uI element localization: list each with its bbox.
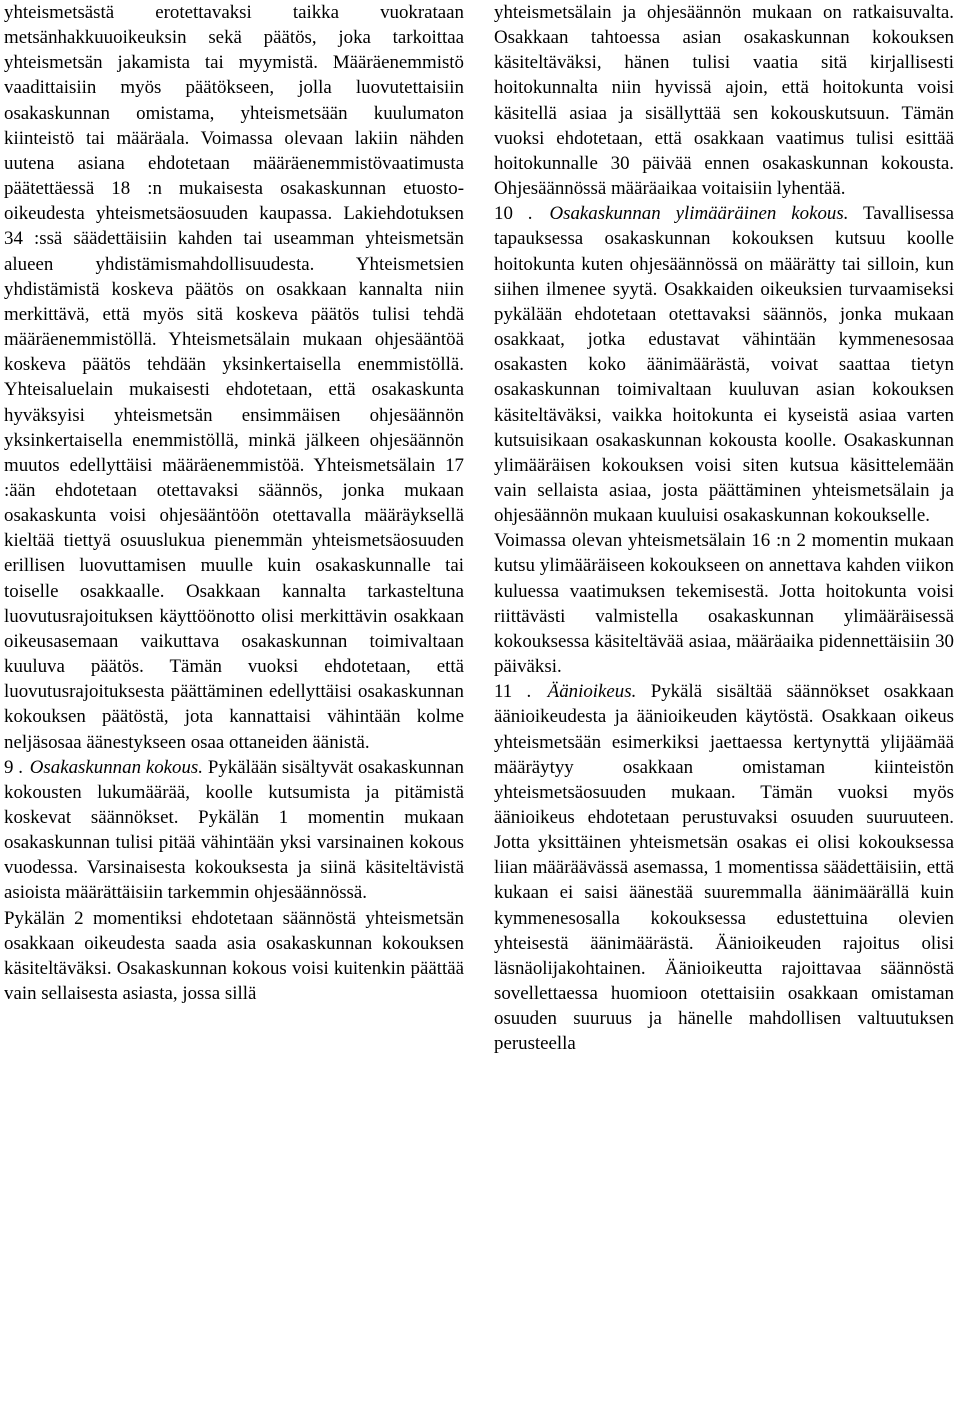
section-10-paragraph <box>494 201 954 528</box>
section-10-text: Tavallisessa tapauksessa osakaskunnan kokouksen kutsuu koolle hoitokunta kuten ohjesäännössä on määrätty tai silloin, kun siihen ilmenee syytä. Osakkaiden oikeuksien turvaamiseksi pykälään ehdotetaan otettavaksi säännös, jonka mukaan osakkaat, jotka edustavat vähintään kymmenesosaa osakasten koko äänimäärästä, voivat saattaa tietyn osakaskunnan toimivaltaan kuuluvan asian kokouksen käsiteltäväksi, vaikka hoitokunta ei kyseistä asiaa varten kutsuisikaan osakaskunnan kokousta koolle. Osakaskunnan ylimääräisen kokouksen voisi siten kutsua käsittelemään vain sellaista asiaa, josta päättäminen yhteismetsälain ja ohjesäännön mukaan kuuluisi osakaskunnan kokoukselle. <box>494 203 954 527</box>
section-11-paragraph <box>494 679 954 1056</box>
section-9-paragraph <box>4 755 464 906</box>
section-9-title: Osakaskunnan kokous. <box>29 756 203 778</box>
left-paragraph-3: Pykälän 2 momentiksi ehdotetaan säännöstä yhteismetsän osakkaan oikeudesta saada asia osakaskunnan kokouksen käsiteltäväksi. Osakaskunnan kokous voisi kuitenkin päättää vain sellaisesta asiasta, jossa sillä <box>4 907 464 1005</box>
right-paragraph-3: Voimassa olevan yhteismetsälain 16 :n 2 momentin mukaan kutsu ylimääräiseen kokoukseen on annettava kahden viikon kuluessa vaatimuksen tekemisestä. Jotta hoitokunta voisi riittävästi valmistella osakaskunnan ylimääräisessä kokouksessa käsiteltävää asiaa, määräaika pidennettäisiin 30 päiväksi. <box>494 530 954 678</box>
section-11-text: Pykälä sisältää säännökset osakkaan äänioikeudesta ja äänioikeuden käytöstä. Osakkaan oikeus yhteismetsään esimerkiksi jaettaessa kertynyttä ylijäämää määräytyy osakkaan omistaman kiinteistön yhteismetsäosuuden mukaan. Tämän vuoksi myös äänioikeus ehdotetaan perustuvaksi osuuden suuruuteen. Jotta yksittäinen yhteismetsän osakas ei olisi kokouksessa liian määräävässä asemassa, 1 momentissa säädettäisiin, että kukaan ei saisi äänestää suuremmalla äänimäärällä kuin kymmenesosalla kokouksessa edustettuina olevien yhteisestä äänimäärästä. Äänioikeuden rajoitus olisi läsnäolijakohtainen. Äänioikeutta rajoittavaa säännöstä sovellettaessa huomioon otettaisiin osakkaan omistaman osuuden suuruus ja hänelle mahdollisen valtuutuksen perusteella <box>494 681 954 1055</box>
right-paragraph-1: yhteismetsälain ja ohjesäännön mukaan on ratkaisuvalta. Osakkaan tahtoessa asian osakaskunnan kokouksen käsiteltäväksi, hänen tulisi vaatia sitä kirjallisesti hoitokunnalta niin hyvissä ajoin, että hoitokunta voisi käsitellä asiaa ja sisällyttää sen kokouskutsuun. Tämän vuoksi ehdotetaan, että osakkaan vaatimus tulisi esittää hoitokunnalle 30 päivää ennen osakaskunnan kokousta. Ohjesäännössä määräaikaa voitaisiin lyhentää. <box>494 2 954 200</box>
section-10-number: 10 . <box>494 203 533 225</box>
section-11-title: Äänioikeus. <box>547 681 637 703</box>
left-column <box>4 0 464 1418</box>
left-paragraph-1: yhteismetsästä erotettavaksi taikka vuokrataan metsänhakkuuoikeuksin sekä päätös, joka tarkoittaa yhteismetsän jakamista tai myymistä. Määräenemmistö vaadittaisiin myös päätökseen, jolla luovutettaisiin osakaskunnan omistama, yhteismetsään kuulumaton kiinteistö tai määräala. Voimassa olevaan lakiin nähden uutena asiana ehdotetaan määräenemmistövaatimusta päätettäessä 18 :n mukaisesta osakaskunnan etuosto-oikeudesta yhteismetsäosuuden kaupassa. Lakiehdotuksen 34 :ssä säädettäisiin kahden tai useamman yhteismetsän alueen yhdistämismahdollisuudesta. Yhteismetsien yhdistämistä koskeva päätös on osakkaan kannalta niin merkittävä, että myös sitä koskeva päätös tulisi tehdä määräenemmistöllä. Yhteismetsälain mukaan ohjesääntöä koskeva päätös tehdään yksinkertaisella enemmistöllä. Yhteisaluelain mukaisesti ehdotetaan, että osakaskunta hyväksyisi yhteismetsän ensimmäisen ohjesäännön yksinkertaisella enemmistöllä, minkä jälkeen ohjesäännön muutos edellyttäisi määräenemmistöä. Yhteismetsälain 17 :ään ehdotetaan otettavaksi säännös, jonka mukaan osakaskunta voisi ohjesääntöön otettavalla määräyksellä kieltää tiettyä osuuslukua pienemmän yhteismetsäosuuden erillisen luovuttamisen muulle kuin osakaskunnalle tai toiselle osakkaalle. Osakkaan kannalta tarkasteltuna luovutusrajoituksen käyttöönotto olisi merkittävin osakkaan oikeusasemaan vaikuttava osakaskunnan toimivaltaan kuuluva päätös. Tämän vuoksi ehdotetaan, että luovutusrajoituksesta päättäminen edellyttäisi osakaskunnan kokouksen päätöstä, jota kannattaisi vähintään kolme neljäsosaa äänestykseen osaa ottaneiden äänistä. <box>4 2 464 753</box>
section-9-text: Pykälään sisältyvät osakaskunnan kokousten lukumäärää, koolle kutsumista ja pitämistä koskevat säännökset. Pykälän 1 momentin mukaan osakaskunnan tulisi pitää vähintään yksi varsinainen kokous vuodessa. Varsinaisesta kokouksesta ja siinä käsiteltävistä asioista määrättäisiin tarkemmin ohjesäännössä. <box>4 756 464 904</box>
section-10-title: Osakaskunnan ylimääräinen kokous. <box>549 203 849 225</box>
right-column <box>494 0 954 1418</box>
section-11-number: 11 . <box>494 681 532 703</box>
section-9-number: 9 . <box>4 756 23 778</box>
